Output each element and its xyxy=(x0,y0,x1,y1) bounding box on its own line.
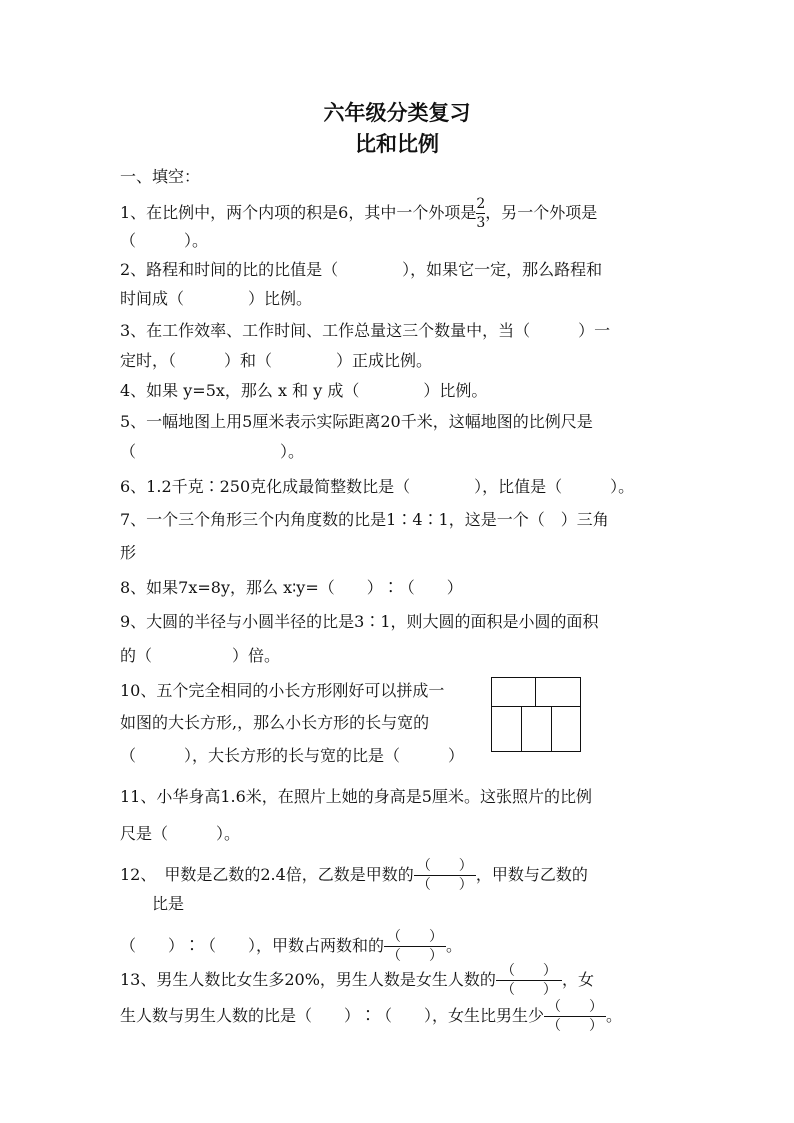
question-9-line-2: 的（ ）倍。 xyxy=(120,646,281,665)
fraction-numerator: （ ） xyxy=(416,858,473,874)
question-1-text-b: ，另一个外项是 xyxy=(485,203,598,222)
question-10-line-3: （ ），大长方形的长与宽的比是（ ） xyxy=(120,746,465,765)
question-1-line-2: （ ）。 xyxy=(120,231,209,250)
question-1-line-1 xyxy=(120,196,597,231)
fraction-denominator: （ ） xyxy=(500,982,557,998)
question-6: 6、1.2千克∶250克化成最简整数比是（ ），比值是（ ）。 xyxy=(120,477,635,496)
question-7-line-2: 形 xyxy=(120,543,137,562)
fraction-numerator: （ ） xyxy=(500,963,557,979)
fraction-blank xyxy=(414,858,476,893)
question-4: 4、如果 y=5x，那么 x 和 y 成（ ）比例。 xyxy=(120,381,488,400)
figure-rect-bottom-1 xyxy=(491,706,522,752)
fraction-blank xyxy=(544,999,606,1034)
question-13-text-a: 13、男生人数比女生多20%，男生人数是女生人数的 xyxy=(120,970,496,989)
page-subtitle: 比和比例 xyxy=(355,132,439,156)
question-5-line-2: （ ）。 xyxy=(120,442,305,461)
question-12-text-a: 12、 甲数是乙数的2.4倍，乙数是甲数的 xyxy=(120,865,414,884)
question-13-text-d: 。 xyxy=(606,1006,623,1025)
fraction-denominator: （ ） xyxy=(416,877,473,893)
page-title: 六年级分类复习 xyxy=(323,101,471,125)
figure-rect-bottom-3 xyxy=(551,706,581,752)
question-8: 8、如果7x=8y，那么 x∶y=（ ）∶（ ） xyxy=(120,578,463,597)
question-5-line-1: 5、一幅地图上用5厘米表示实际距离20千米，这幅地图的比例尺是 xyxy=(120,412,593,431)
question-7-line-1: 7、一个三个角形三个内角度数的比是1∶4∶1，这是一个（ ）三角 xyxy=(120,510,609,529)
question-10-line-2: 如图的大长方形,，那么小长方形的长与宽的 xyxy=(120,713,430,732)
fraction-numerator: （ ） xyxy=(387,929,444,945)
question-12-line-3 xyxy=(120,929,462,964)
fraction-blank xyxy=(496,963,562,998)
question-12-text-e: 。 xyxy=(446,936,463,955)
fraction-two-thirds xyxy=(476,196,485,231)
question-12-text-b: ，甲数与乙数的 xyxy=(475,865,588,884)
question-13-text-b: ，女 xyxy=(561,970,594,989)
question-3-line-1: 3、在工作效率、工作时间、工作总量这三个数量中，当（ ）一 xyxy=(120,321,611,340)
figure-rect-bottom-2 xyxy=(521,706,552,752)
question-1-text-a: 1、在比例中，两个内项的积是6，其中一个外项是 xyxy=(120,203,477,222)
section-heading: 一、填空： xyxy=(120,167,201,186)
question-12-line-1 xyxy=(120,858,588,893)
fraction-blank xyxy=(384,929,446,964)
fraction-numerator: （ ） xyxy=(547,999,604,1015)
question-2-line-2: 时间成（ ）比例。 xyxy=(120,289,313,308)
question-9-line-1: 9、大圆的半径与小圆半径的比是3∶1，则大圆的面积是小圆的面积 xyxy=(120,612,599,631)
fraction-denominator: 3 xyxy=(476,215,486,231)
question-13-line-1 xyxy=(120,963,594,998)
figure-rect-top-left xyxy=(491,677,536,707)
question-12-text-d: （ ）∶（ ），甲数占两数和的 xyxy=(120,936,385,955)
question-2-line-1: 2、路程和时间的比的比值是（ ），如果它一定，那么路程和 xyxy=(120,260,603,279)
question-12-line-2: 比是 xyxy=(152,894,185,913)
question-3-line-2: 定时，（ ）和（ ）正成比例。 xyxy=(120,351,433,370)
question-11-line-2: 尺是（ ）。 xyxy=(120,824,241,843)
fraction-denominator: （ ） xyxy=(547,1018,604,1034)
question-13-line-2 xyxy=(120,999,622,1034)
question-13-text-c: 生人数与男生人数的比是（ ）∶（ ），女生比男生少 xyxy=(120,1006,545,1025)
fraction-numerator: 2 xyxy=(476,196,486,212)
fraction-denominator: （ ） xyxy=(387,948,444,964)
question-11-line-1: 11、小华身高1.6米，在照片上她的身高是5厘米。这张照片的比例 xyxy=(120,787,592,806)
figure-rect-top-right xyxy=(535,677,581,707)
question-10-line-1: 10、五个完全相同的小长方形刚好可以拼成一 xyxy=(120,681,445,700)
